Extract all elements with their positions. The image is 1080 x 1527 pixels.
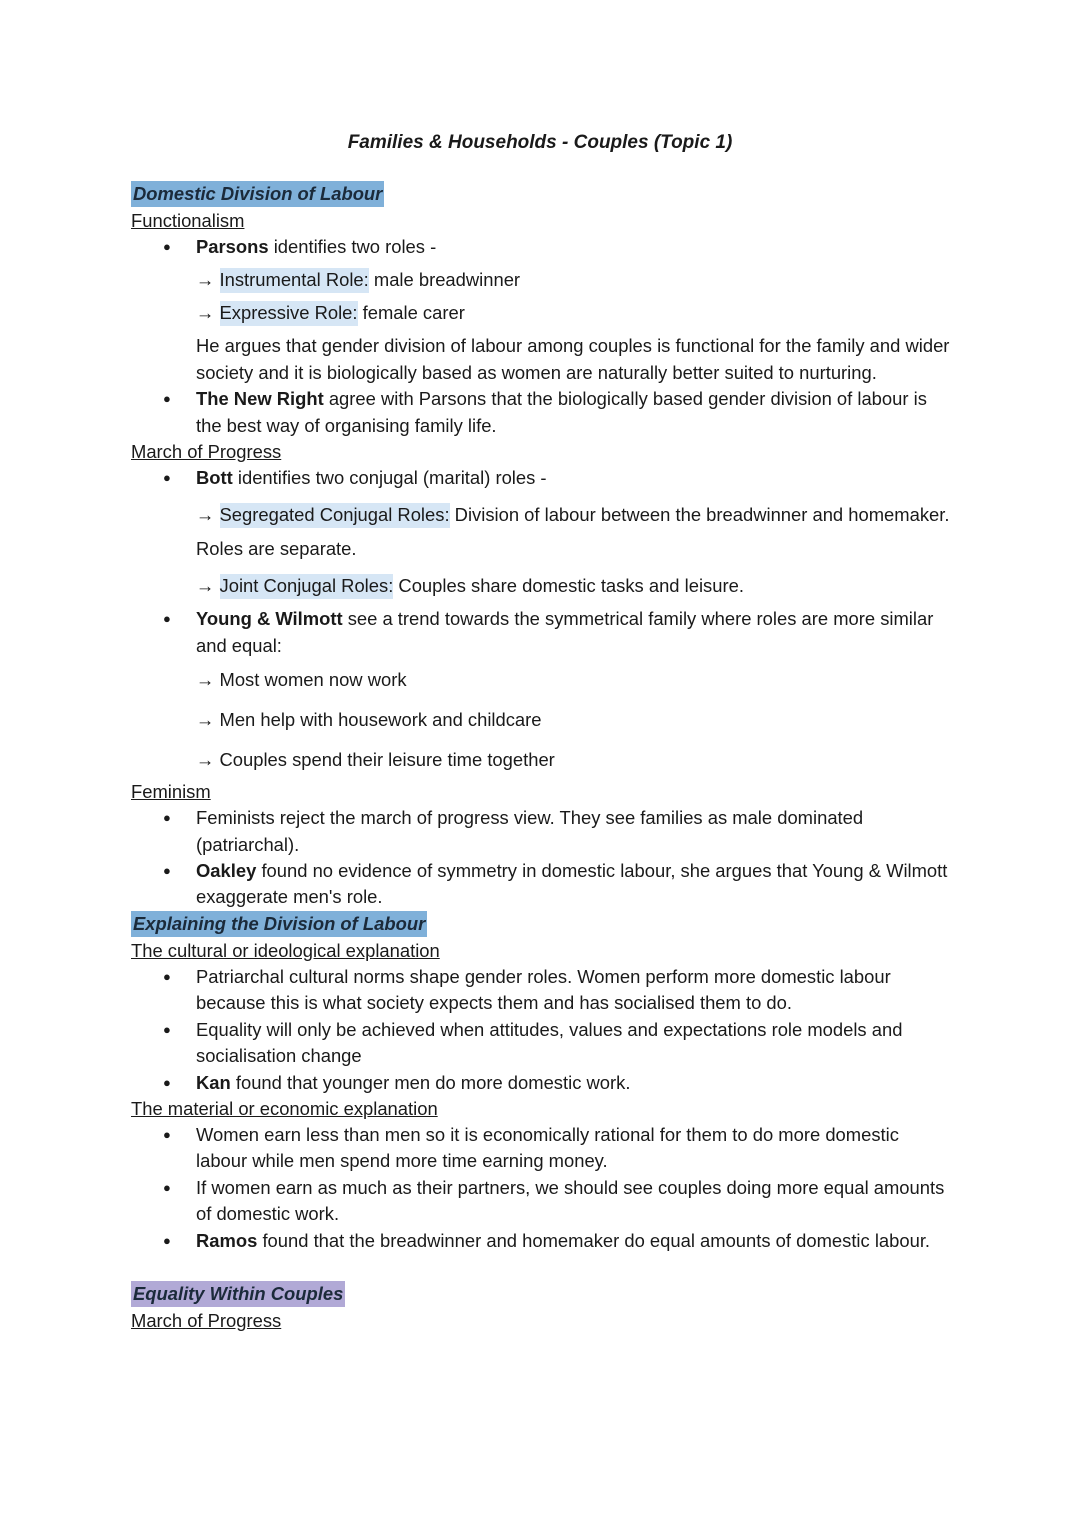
subheading-functionalism: Functionalism: [131, 210, 245, 231]
section-heading-domestic-division: Domestic Division of Labour: [131, 181, 384, 207]
section-heading-explaining-division: Explaining the Division of Labour: [131, 911, 427, 937]
subheading-march-of-progress-2: March of Progress: [131, 1309, 282, 1331]
list-item: ● Young & Wilmott see a trend towards the symmetrical family where roles are more similar and equal:: [131, 606, 951, 659]
list-item: ● Equality will only be achieved when attitudes, values and expectations role models and socialisation change: [131, 1017, 951, 1070]
highlighted-term: Joint Conjugal Roles:: [220, 574, 394, 599]
list-item: ● Feminists reject the march of progress view. They see families as male dominated (patriarchal).: [131, 805, 951, 858]
paragraph: He argues that gender division of labour among couples is functional for the family and wider society and it is biologically based as women are naturally better suited to nurturing.: [196, 335, 950, 383]
list-item: ● Women earn less than men so it is economically rational for them to do more domestic labour while men spend more time earning money.: [131, 1122, 951, 1175]
arrow-item: → Men help with housework and childcare: [196, 709, 542, 731]
arrow-item: → Most women now work: [196, 669, 407, 691]
list-item: ● The New Right agree with Parsons that the biologically based gender division of labour is the best way of organising family life.: [131, 386, 951, 439]
arrow-item: → Segregated Conjugal Roles: Division of labour between the breadwinner and homemaker. Roles are separate.: [196, 504, 950, 560]
subheading-feminism: Feminism: [131, 781, 211, 803]
highlighted-term: Expressive Role:: [220, 301, 358, 326]
arrow-item: → Expressive Role: female carer: [131, 300, 951, 326]
list-item: ● Bott identifies two conjugal (marital) roles -: [131, 465, 951, 491]
highlighted-term: Segregated Conjugal Roles:: [220, 503, 450, 528]
list-item: ● Ramos found that the breadwinner and homemaker do equal amounts of domestic labour.: [131, 1228, 951, 1254]
list-item: ● Patriarchal cultural norms shape gender roles. Women perform more domestic labour because this is what society expects them and has socialised them to do.: [131, 964, 951, 1017]
subheading-march-of-progress: March of Progress: [131, 441, 282, 463]
subheading-cultural-explanation: The cultural or ideological explanation: [131, 939, 440, 961]
page-title: Families & Households - Couples (Topic 1): [347, 132, 733, 153]
functionalism-list: [131, 234, 951, 260]
arrow-item: → Instrumental Role: male breadwinner: [131, 267, 951, 293]
arrow-item: → Couples spend their leisure time together: [196, 749, 555, 771]
list-item: ● Kan found that younger men do more domestic work.: [131, 1070, 951, 1096]
subheading-material-explanation: The material or economic explanation: [131, 1097, 438, 1119]
list-item: ● Parsons identifies two roles -: [131, 234, 951, 260]
document-body: [131, 181, 951, 1334]
arrow-item: → Joint Conjugal Roles: Couples share domestic tasks and leisure.: [131, 573, 951, 599]
highlighted-term: Instrumental Role:: [220, 268, 369, 293]
list-item: ● If women earn as much as their partners, we should see couples doing more equal amounts of domestic work.: [131, 1175, 951, 1228]
list-item: ● Oakley found no evidence of symmetry in domestic labour, she argues that Young & Wilmott exaggerate men's role.: [131, 858, 951, 911]
section-heading-equality-within-couples: Equality Within Couples: [131, 1281, 345, 1307]
